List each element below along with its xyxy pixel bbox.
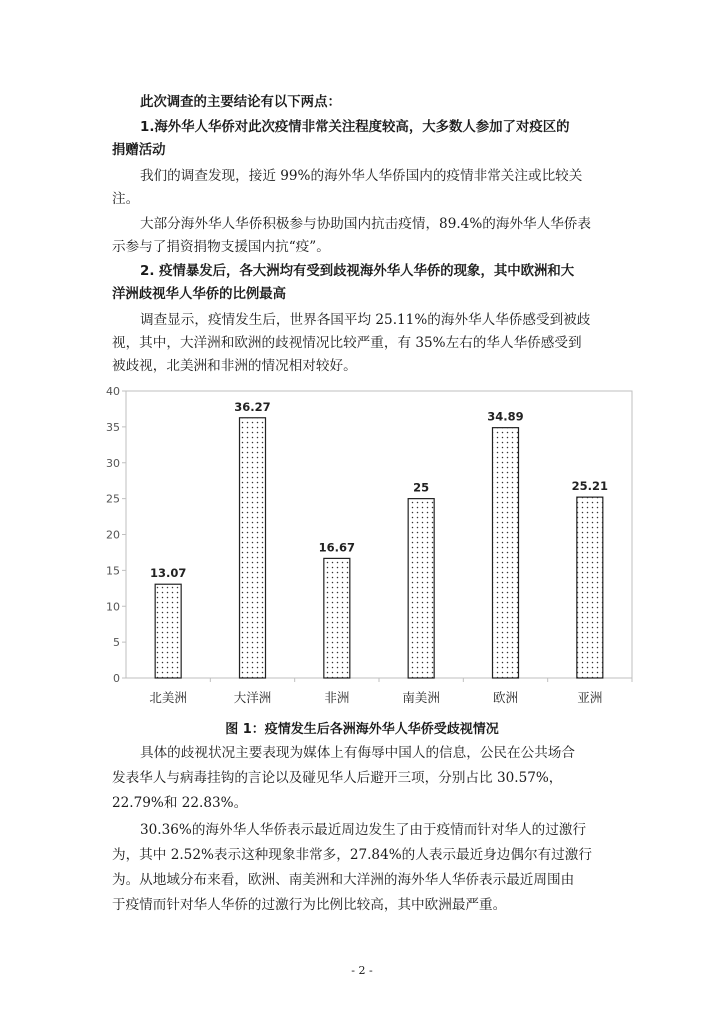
bar-chart	[100, 380, 640, 715]
x-category-label: 北美洲	[149, 690, 187, 705]
paragraph-4-line-1: 具体的歧视状况主要表现为媒体上有侮辱中国人的信息，公民在公共场合	[140, 745, 575, 761]
paragraph-3-line-3: 被歧视，北美洲和非洲的情况相对较好。	[112, 358, 357, 374]
paragraph-3-line-2: 视，其中，大洋洲和欧洲的歧视情况比较严重，有 35%左右的华人华侨感受到	[112, 335, 582, 351]
y-tick-label: 30	[106, 456, 120, 470]
paragraph-4-line-3: 22.79%和 22.83%。	[112, 795, 248, 811]
intro-line: 此次调查的主要结论有以下两点：	[140, 95, 341, 110]
bar	[155, 584, 181, 678]
heading-2-line-2: 洋洲歧视华人华侨的比例最高	[112, 287, 287, 302]
bar	[493, 428, 519, 678]
paragraph-3-line-1: 调查显示，疫情发生后，世界各国平均 25.11%的海外华人华侨感受到被歧	[140, 312, 591, 328]
paragraph-1-line-1: 我们的调查发现，接近 99%的海外华人华侨国内的疫情非常关注或比较关	[140, 168, 583, 184]
y-tick-label: 20	[106, 528, 120, 542]
paragraph-5-line-1: 30.36%的海外华人华侨表示最近周边发生了由于疫情而针对华人的过激行	[140, 822, 587, 838]
y-tick-label: 10	[106, 600, 120, 614]
bar-value-label: 25	[413, 480, 430, 495]
y-tick-label: 0	[113, 672, 120, 685]
bar-value-label: 25.21	[571, 479, 609, 494]
paragraph-5-line-3: 为。从地域分布来看，欧洲、南美洲和大洋洲的海外华人华侨表示最近周围由	[112, 872, 575, 888]
bar	[408, 499, 434, 678]
heading-1-line-1: 1.海外华人华侨对此次疫情非常关注程度较高，大多数人参加了对疫区的	[140, 120, 570, 135]
y-tick-label: 35	[106, 420, 120, 434]
x-category-label: 欧洲	[492, 690, 519, 705]
bar	[324, 558, 350, 678]
paragraph-2-line-1: 大部分海外华人华侨积极参与协助国内抗击疫情，89.4%的海外华人华侨表	[140, 216, 591, 232]
paragraph-2-line-2: 示参与了捐资捐物支援国内抗“疫”。	[112, 239, 330, 255]
paragraph-5-line-2: 为，其中 2.52%表示这种现象非常多，27.84%的人表示最近身边偶尔有过激行	[112, 847, 592, 863]
paragraph-5-line-4: 于疫情而针对华人华侨的过激行为比例比较高，其中欧洲最严重。	[112, 897, 507, 913]
y-tick-label: 15	[106, 564, 120, 578]
bar-value-label: 16.67	[318, 540, 356, 555]
y-tick-label: 5	[113, 636, 120, 650]
x-category-label: 非洲	[324, 690, 350, 705]
bar	[577, 497, 603, 678]
bar-value-label: 34.89	[487, 409, 524, 424]
bar-value-label: 36.27	[234, 399, 271, 414]
bar-value-label: 13.07	[149, 566, 187, 581]
paragraph-1-line-2: 注。	[112, 191, 140, 207]
y-tick-label: 25	[106, 492, 120, 506]
x-category-label: 南美洲	[402, 690, 440, 705]
page-number: - 2 -	[351, 964, 373, 977]
x-category-label: 亚洲	[577, 690, 603, 705]
paragraph-4-line-2: 发表华人与病毒挂钩的言论以及碰见华人后避开三项，分别占比 30.57%，	[112, 770, 563, 786]
heading-2-line-1: 2. 疫情暴发后，各大洲均有受到歧视海外华人华侨的现象，其中欧洲和大	[140, 264, 575, 279]
x-category-label: 大洋洲	[233, 690, 272, 705]
bar	[240, 418, 266, 678]
heading-1-line-2: 捐赠活动	[112, 143, 166, 158]
y-tick-label: 40	[106, 385, 120, 398]
figure-caption: 图 1：疫情发生后各洲海外华人华侨受歧视情况	[225, 722, 499, 737]
plot-area-frame	[126, 391, 632, 678]
